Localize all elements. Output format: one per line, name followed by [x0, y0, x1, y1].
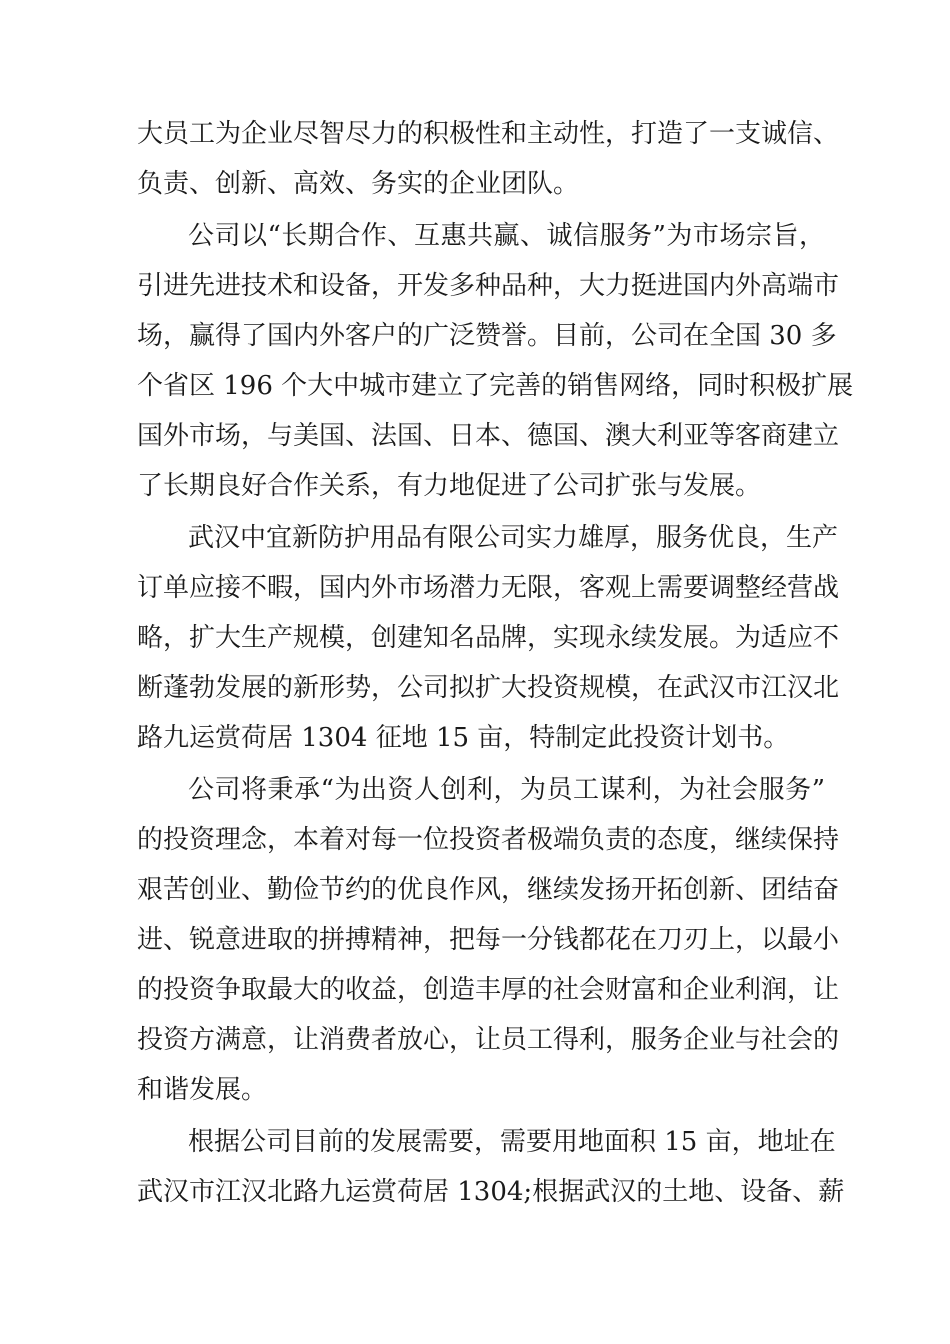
text-line: 路九运赏荷居 1304 征地 15 亩，特制定此投资计划书。: [137, 723, 790, 753]
text-line: 的投资理念，本着对每一位投资者极端负责的态度，继续保持: [137, 825, 840, 855]
text-line: 和谐发展。: [137, 1075, 268, 1105]
text-line: 个省区 196 个大中城市建立了完善的销售网络，同时积极扩展: [137, 371, 854, 401]
text-line: 艰苦创业、勤俭节约的优良作风，继续发扬开拓创新、团结奋: [137, 875, 840, 905]
text-line: 国外市场，与美国、法国、日本、德国、澳大利亚等客商建立: [137, 421, 840, 451]
text-line: 了长期良好合作关系，有力地促进了公司扩张与发展。: [137, 471, 762, 501]
text-line: 订单应接不暇，国内外市场潜力无限，客观上需要调整经营战: [137, 573, 840, 603]
text-line: 进、锐意进取的拼搏精神，把每一分钱都花在刀刃上，以最小: [137, 925, 840, 955]
text-line: 投资方满意，让消费者放心，让员工得利，服务企业与社会的: [137, 1025, 840, 1055]
text-line: 大员工为企业尽智尽力的积极性和主动性，打造了一支诚信、: [137, 119, 840, 149]
paragraph-first-line: 武汉中宜新防护用品有限公司实力雄厚，服务优良，生产: [188, 523, 839, 553]
paragraph-first-line: 公司以“长期合作、互惠共赢、诚信服务”为市场宗旨，: [188, 221, 825, 251]
text-line: 武汉市江汉北路九运赏荷居 1304;根据武汉的土地、设备、薪: [137, 1177, 845, 1207]
text-line: 略，扩大生产规模，创建知名品牌，实现永续发展。为适应不: [137, 623, 840, 653]
paragraph-first-line: 公司将秉承“为出资人创利，为员工谋利，为社会服务”: [188, 775, 825, 805]
text-line: 的投资争取最大的收益，创造丰厚的社会财富和企业利润，让: [137, 975, 840, 1005]
text-line: 引进先进技术和设备，开发多种品种，大力挺进国内外高端市: [137, 271, 840, 301]
text-line: 断蓬勃发展的新形势，公司拟扩大投资规模，在武汉市江汉北: [137, 673, 840, 703]
text-line: 负责、创新、高效、务实的企业团队。: [137, 169, 580, 199]
paragraph-first-line: 根据公司目前的发展需要，需要用地面积 15 亩，地址在: [188, 1127, 836, 1157]
text-line: 场，赢得了国内外客户的广泛赞誉。目前，公司在全国 30 多: [137, 321, 837, 351]
